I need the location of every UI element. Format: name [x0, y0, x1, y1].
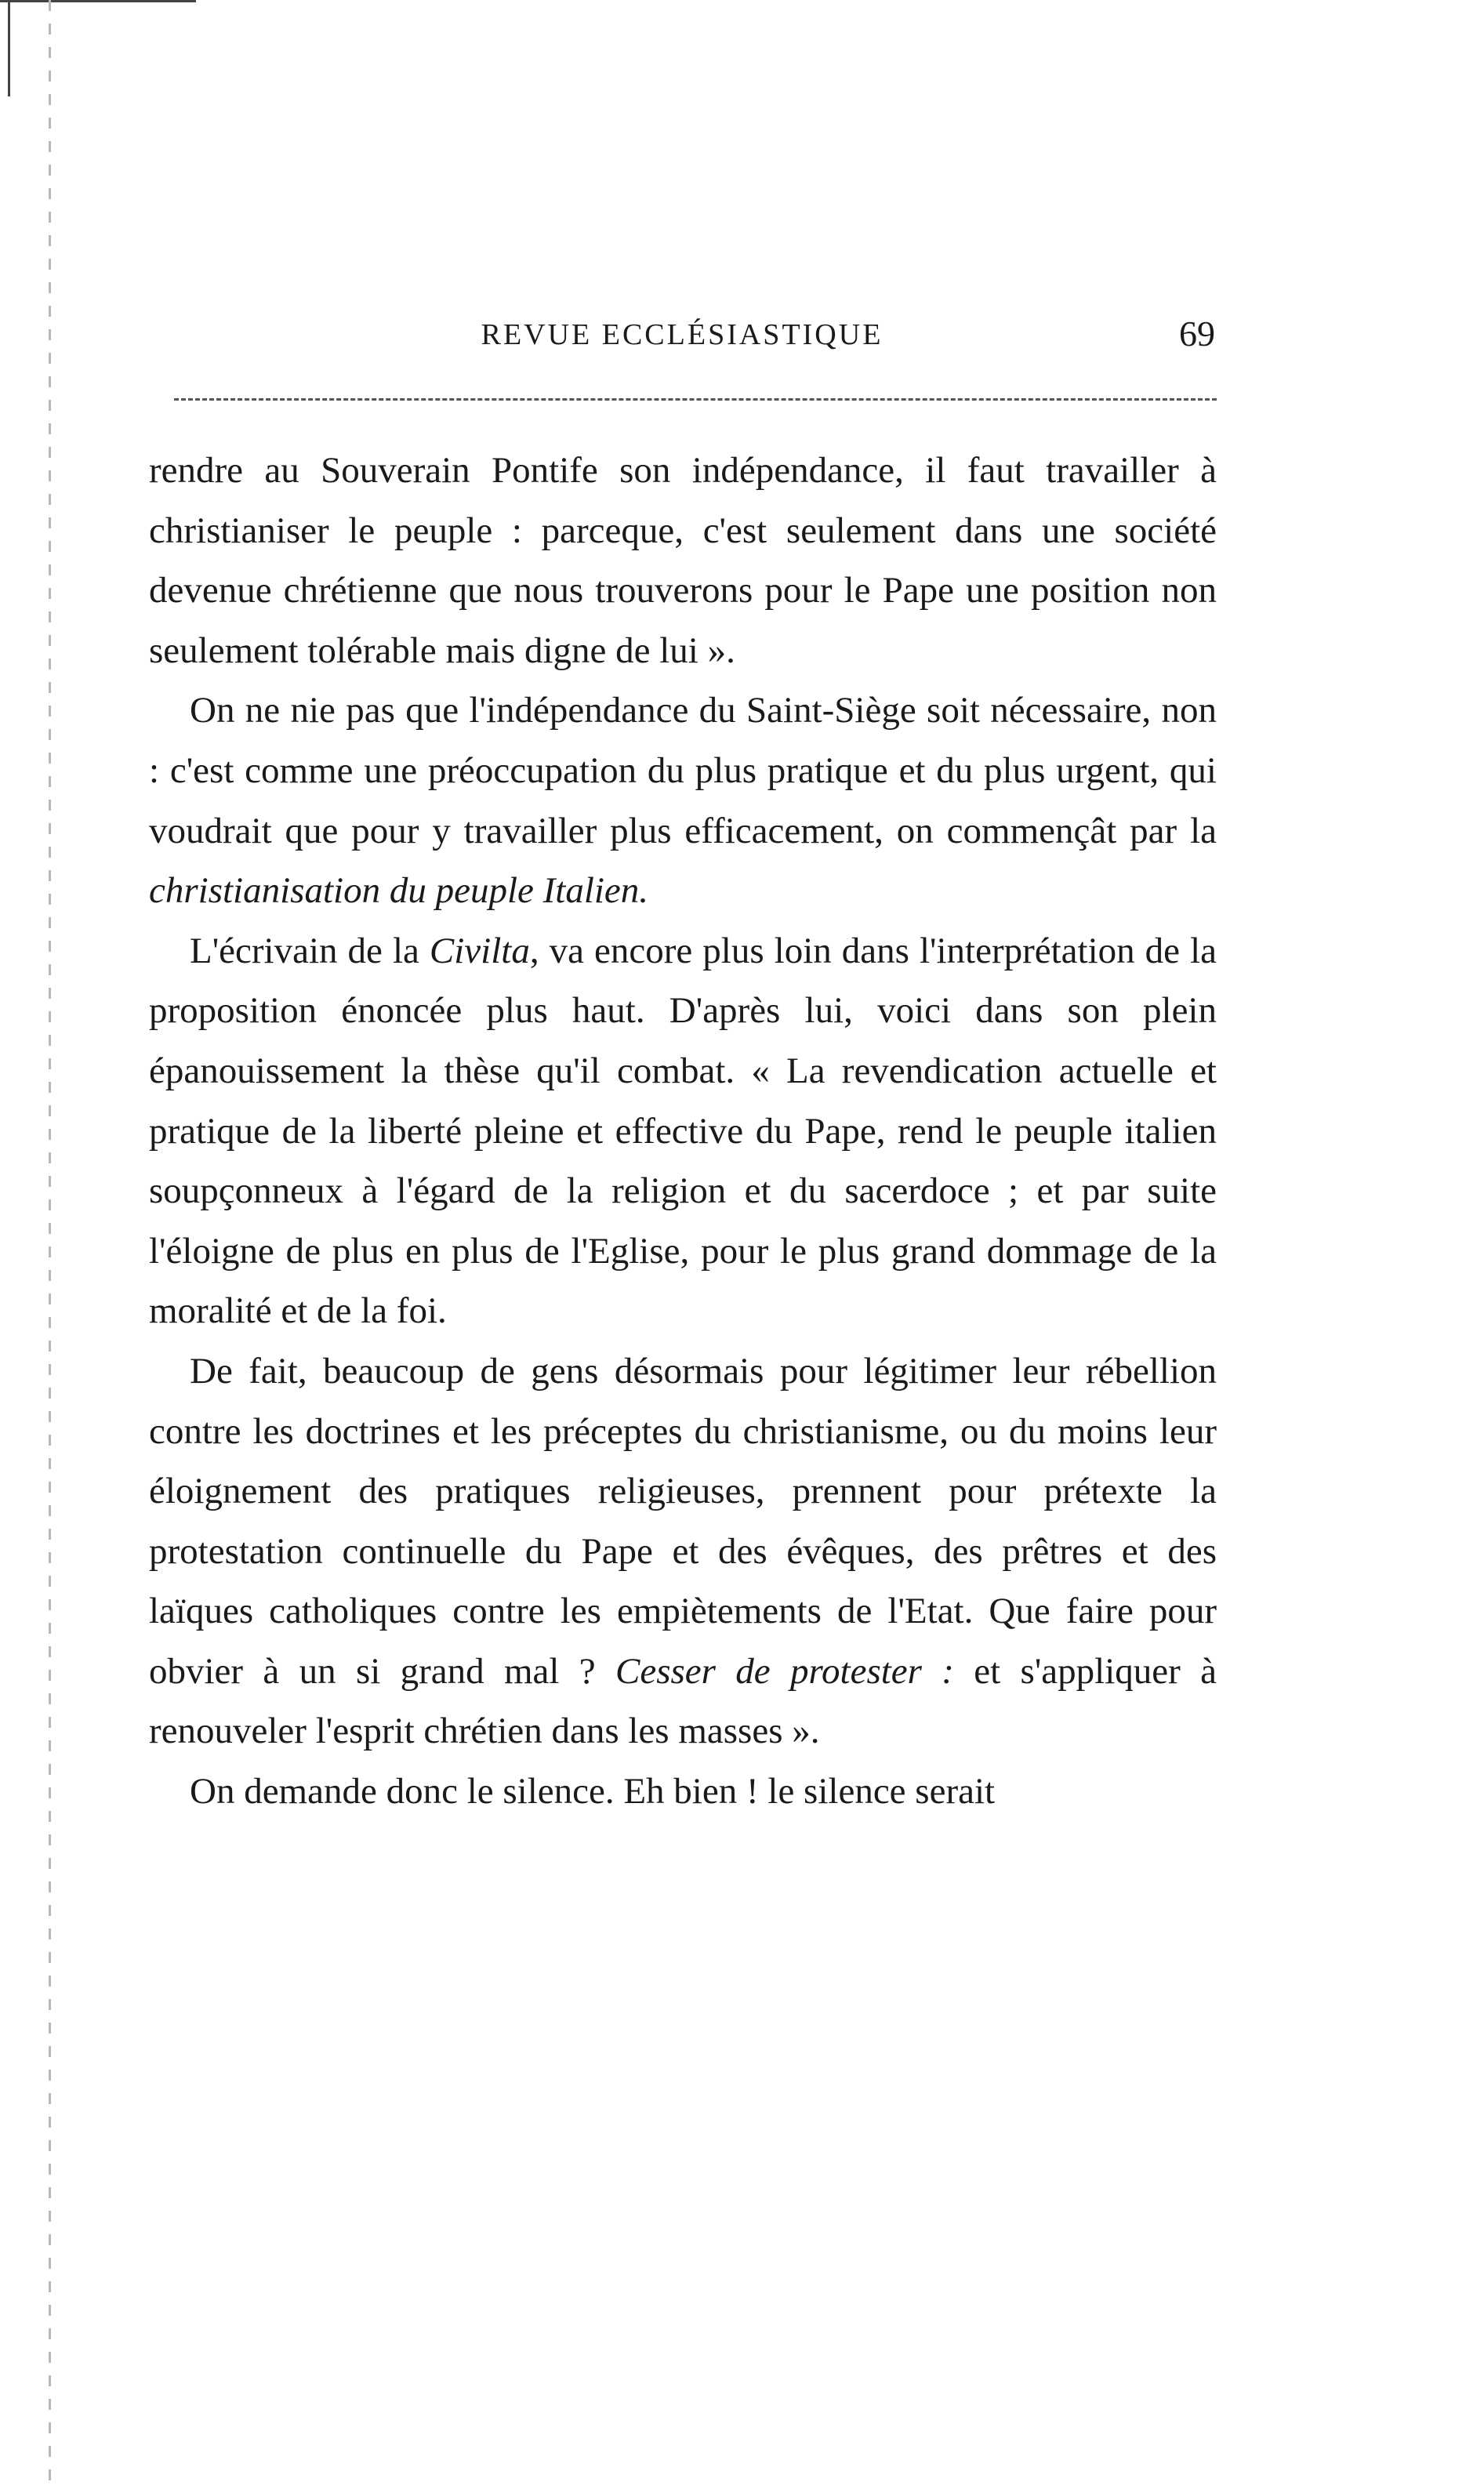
paragraph-5: On demande donc le silence. Eh bien ! le silence serait: [190, 1771, 996, 1812]
paragraph-2: [149, 680, 1217, 920]
paragraph-2-italic: christianisation du peuple Italien.: [149, 870, 649, 912]
paragraph-3-italic: Civilta: [429, 930, 530, 971]
paragraph-3-text-after: , va encore plus loin dans l'interprétation de la proposition énoncée plus haut. D'après lui, voici dans son plein épanouissement la thèse qu'il combat. « La revendication actuelle et pratique de la liberté pleine et effective du Pape, rend le peuple italien soupçonneux à l'égard de la religion et du sacerdoce ; et par suite l'éloigne de plus en plus de l'Eglise, pour le plus grand dommage de la moralité et de la foi.: [149, 930, 1217, 1332]
paragraph-2-text: On ne nie pas que l'indépendance du Saint-Siège soit nécessaire, non : c'est comme une préoccupation du plus pratique et du plus urgent, qui voudrait que pour y travailler plus efficacement, on commençât par la: [149, 690, 1217, 851]
scan-margin-artifact: [49, 0, 51, 2489]
page-number: 69: [1179, 314, 1215, 354]
paragraph-4-text-after: et s'appliquer à renouveler l'esprit chrétien dans les masses ».: [149, 1650, 1217, 1752]
page-header: [149, 314, 1215, 372]
paragraph-4-italic: Cesser de protester :: [615, 1650, 954, 1692]
scan-corner-mark: [0, 0, 196, 34]
body-text: [149, 441, 1217, 1822]
paragraph-4: [149, 1341, 1217, 1762]
paragraph-3-text: L'écrivain de la: [190, 930, 430, 971]
running-title: REVUE ECCLÉSIASTIQUE: [481, 318, 884, 351]
paragraph-1: rendre au Souverain Pontife son indépendance, il faut travailler à christianiser le peuple : parceque, c'est seulement dans une société devenue chrétienne que nous trouverons pour le Pape une position non seulement tolérable mais digne de lui ».: [149, 450, 1217, 671]
paragraph-4-text: De fait, beaucoup de gens désormais pour légitimer leur rébellion contre les doctrines et les préceptes du christianisme, ou du moins leur éloignement des pratiques religieuses, prennent pour prétexte la protestation continuelle du Pape et des évêques, des prêtres et des laïques catholiques contre les empiètements de l'Etat. Que faire pour obvier à un si grand mal ?: [149, 1350, 1217, 1692]
paragraph-3: [149, 921, 1217, 1341]
header-divider: [174, 398, 1217, 401]
